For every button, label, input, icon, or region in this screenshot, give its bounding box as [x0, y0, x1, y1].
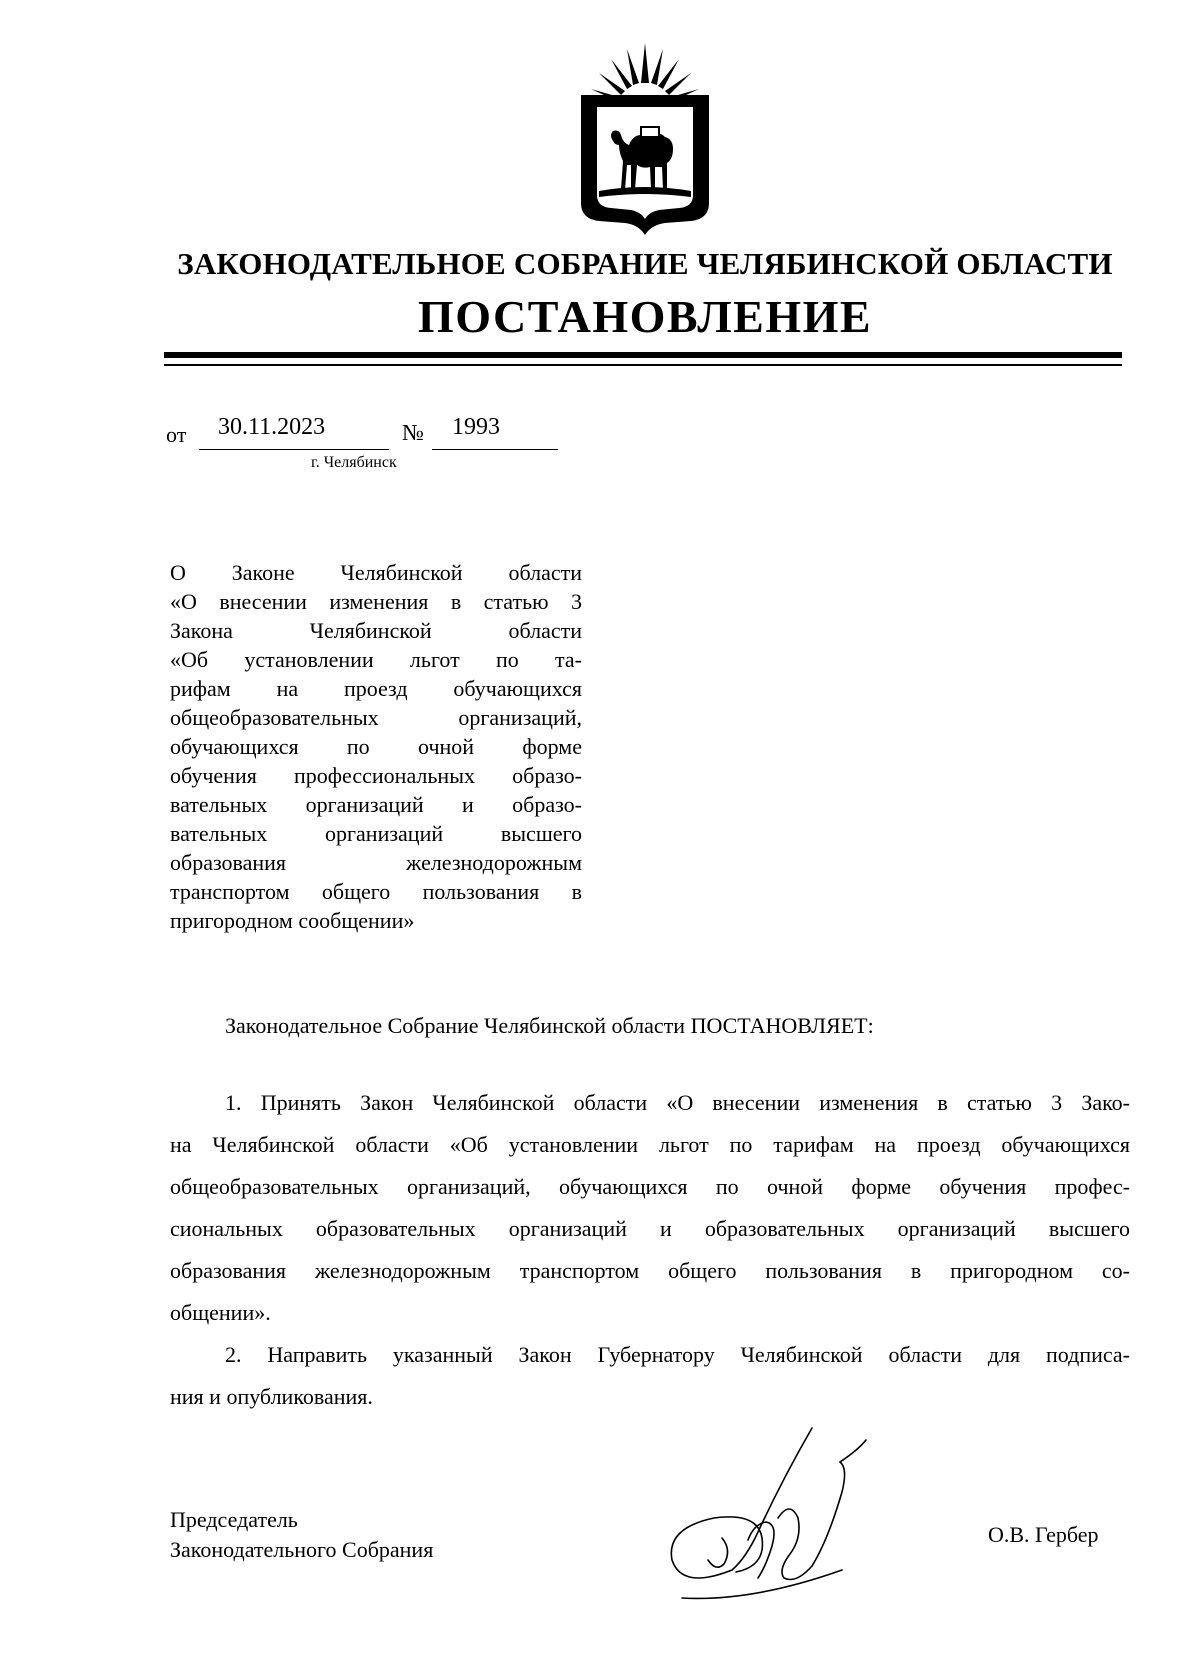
coat-of-arms-emblem — [569, 43, 721, 236]
organization-title: ЗАКОНОДАТЕЛЬНОЕ СОБРАНИЕ ЧЕЛЯБИНСКОЙ ОБЛАСТИ — [177, 246, 1113, 281]
resolution-statement: Законодательное Собрание Челябинской области ПОСТАНОВЛЯЕТ: — [225, 1013, 874, 1038]
signatory-position-line: Законодательного Собрания — [170, 1537, 434, 1562]
document-date: 30.11.2023 — [218, 414, 326, 440]
paragraph-line: 1. Принять Закон Челябинской области «О внесении изменения в статью 3 Зако- — [225, 1090, 1130, 1115]
subject-line: обучающихся по очной форме — [170, 734, 582, 759]
document-type-title: ПОСТАНОВЛЕНИЕ — [417, 291, 873, 342]
paragraph-line: сиональных образовательных организаций и образовательных организаций высшего — [170, 1216, 1130, 1241]
signatory-position-line: Председатель — [170, 1507, 298, 1532]
subject-line: вательных организаций высшего — [170, 821, 582, 846]
subject-line: образования железнодорожным — [170, 850, 582, 875]
paragraph-line: общении». — [170, 1300, 271, 1325]
document-city: г. Челябинск — [311, 454, 397, 471]
subject-line: «Об установлении льгот по та- — [170, 647, 582, 672]
subject-line: транспортом общего пользования в — [170, 879, 582, 904]
paragraph-line: образования железнодорожным транспортом общего пользования в пригородном со- — [170, 1258, 1130, 1283]
subject-line: пригородном сообщении» — [170, 908, 415, 933]
resolution-item-2 — [170, 1334, 1130, 1418]
subject-line: «О внесении изменения в статью 3 — [170, 589, 582, 614]
header-rule-thin — [164, 364, 1122, 366]
subject-line: обучения профессиональных образо- — [170, 763, 582, 788]
document-number: 1993 — [452, 414, 500, 440]
signatory-position — [170, 1505, 433, 1565]
document-subject — [170, 558, 582, 935]
number-underline — [432, 449, 558, 450]
subject-line: Закона Челябинской области — [170, 618, 582, 643]
subject-line: О Законе Челябинской области — [170, 560, 582, 585]
paragraph-line: ния и опубликования. — [170, 1384, 373, 1409]
header-rule-thick — [164, 352, 1122, 358]
subject-line: вательных организаций и образо- — [170, 792, 582, 817]
handwritten-signature — [662, 1420, 902, 1610]
date-underline — [199, 449, 389, 450]
date-prefix-label: от — [166, 422, 187, 447]
paragraph-line: на Челябинской области «Об установлении льгот по тарифам на проезд обучающихся — [170, 1132, 1130, 1157]
paragraph-line: 2. Направить указанный Закон Губернатору Челябинской области для подписа- — [225, 1342, 1130, 1367]
subject-line: рифам на проезд обучающихся — [170, 676, 582, 701]
paragraph-line: общеобразовательных организаций, обучающихся по очной форме обучения профес- — [170, 1174, 1130, 1199]
resolution-item-1 — [170, 1082, 1130, 1334]
resolution-body — [170, 1082, 1130, 1418]
subject-line: общеобразовательных организаций, — [170, 705, 582, 730]
signatory-name: О.В. Гербер — [988, 1522, 1099, 1547]
number-label: № — [402, 420, 424, 445]
